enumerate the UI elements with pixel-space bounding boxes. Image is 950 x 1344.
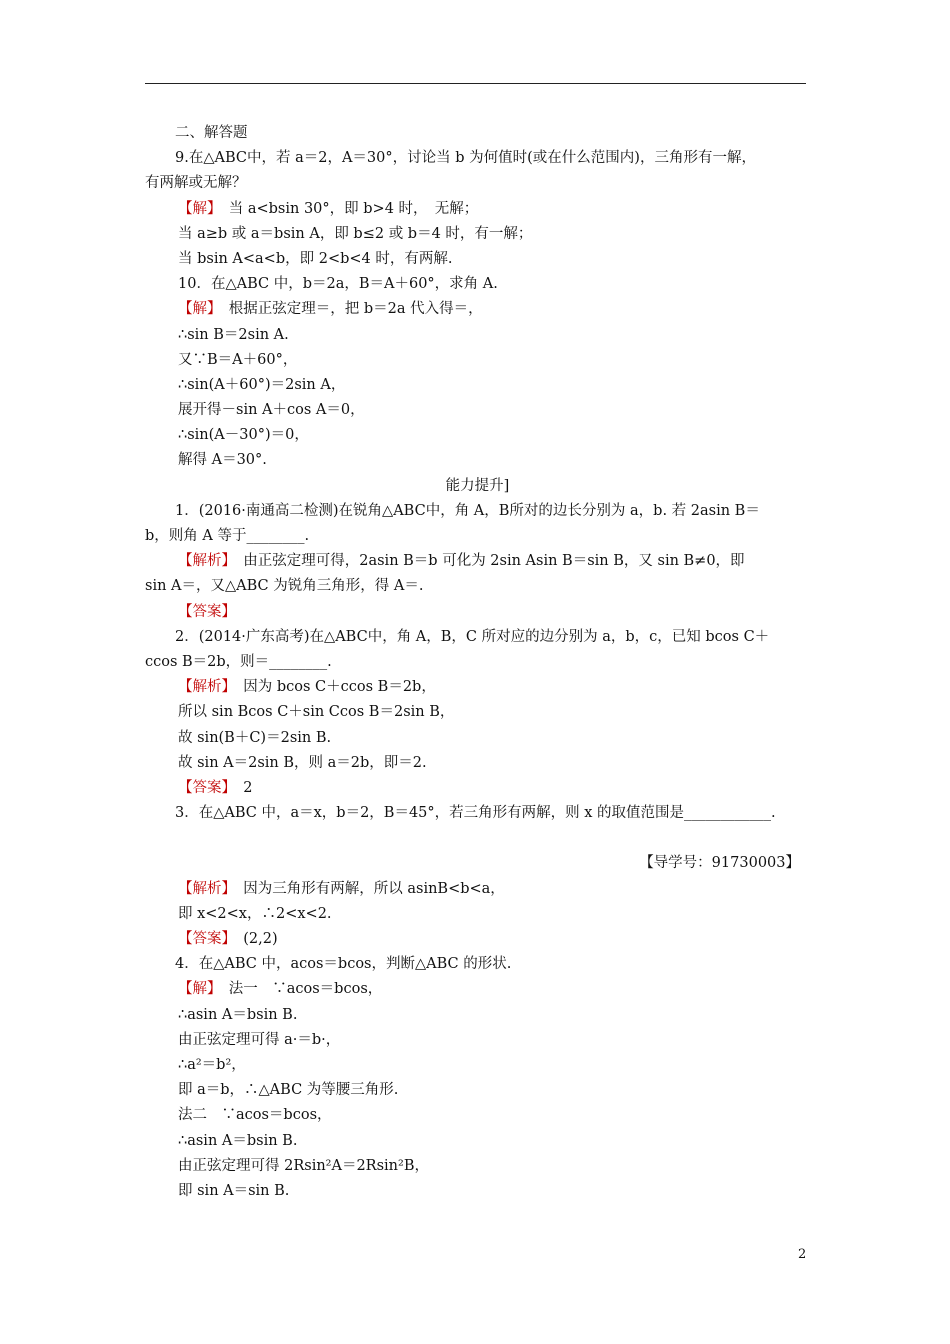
line-text: 当 a≥b 或 a＝bsin A，即 b≤2 或 b＝4 时，有一解； xyxy=(178,225,533,242)
text-line xyxy=(145,448,810,473)
text-line xyxy=(145,700,810,725)
text-line xyxy=(145,323,810,348)
line-text: ∴sin B＝2sin A. xyxy=(178,326,289,343)
text-line xyxy=(145,524,810,549)
line-text: 2 xyxy=(228,779,253,796)
line-text: ∴asin A＝bsin B. xyxy=(178,1132,298,1149)
line-text: 法二 ∵acos＝bcos， xyxy=(178,1107,332,1124)
line-text: ∴sin(A＋60°)＝2sin A， xyxy=(178,376,346,393)
line-text: 二、解答题 xyxy=(175,125,248,141)
text-line xyxy=(145,574,810,599)
line-text: 当 a<bsin 30°，即 b>4 时， 无解； xyxy=(214,200,479,217)
line-text: 有两解或无解？ xyxy=(145,175,247,192)
line-text: 所以 sin Bcos C＋sin Ccos B＝2sin B， xyxy=(178,704,455,721)
line-text: 当 bsin A<a<b，即 2<b<4 时，有两解. xyxy=(178,250,453,267)
document-body xyxy=(145,121,810,1204)
blank-line xyxy=(145,826,810,851)
answer-tag: 【解析】 xyxy=(178,880,229,897)
text-line xyxy=(145,851,810,876)
text-line xyxy=(145,776,810,801)
text-line xyxy=(145,398,810,423)
text-line xyxy=(145,348,810,373)
line-text: 即 a＝b，∴△ABC 为等腰三角形. xyxy=(178,1082,399,1099)
line-text: 【导学号：91730003】 xyxy=(639,855,800,872)
text-line xyxy=(145,877,810,902)
answer-tag: 【解】 xyxy=(178,981,215,998)
answer-tag: 【答案】 xyxy=(178,931,229,947)
text-line xyxy=(145,1103,810,1128)
text-line xyxy=(145,1154,810,1179)
line-text: 故 sin(B＋C)＝2sin B. xyxy=(178,729,332,746)
text-line xyxy=(145,197,810,222)
line-text: (2,2) xyxy=(228,931,278,947)
text-line xyxy=(145,1003,810,1028)
line-text: 由正弦定理可得 2Rsin²A＝2Rsin²B， xyxy=(178,1157,429,1174)
line-text: 即 sin A＝sin B. xyxy=(178,1182,290,1199)
answer-tag: 【解析】 xyxy=(178,553,229,570)
text-line xyxy=(145,625,810,650)
text-line xyxy=(145,121,810,146)
line-text: sin A＝，又△ABC 为锐角三角形，得 A＝. xyxy=(145,578,424,595)
line-text: 即 x<2<x，∴2<x<2. xyxy=(178,905,332,922)
line-text: 解得 A＝30°. xyxy=(178,452,267,469)
text-line xyxy=(145,373,810,398)
line-text: 因为 bcos C＋ccos B＝2b， xyxy=(228,679,436,696)
answer-tag: 【解析】 xyxy=(178,679,229,696)
line-text: ∴a²＝b²， xyxy=(178,1056,246,1073)
line-text: ∴asin A＝bsin B. xyxy=(178,1006,298,1023)
text-line xyxy=(145,549,810,574)
line-text: 因为三角形有两解，所以 asinB<b<a， xyxy=(228,880,505,897)
line-text: 故 sin A＝2sin B，则 a＝2b，即＝2. xyxy=(178,754,427,771)
text-line xyxy=(145,297,810,322)
line-text: 法一 ∵acos＝bcos， xyxy=(214,981,383,998)
text-line xyxy=(145,600,810,625)
line-text: 由正弦定理可得，2asin B＝b 可化为 2sin Asin B＝sin B，又 sin B≠0，即 xyxy=(228,553,745,570)
line-text: 9.在△ABC中，若 a＝2，A＝30°，讨论当 b 为何值时(或在什么范围内)，三角形有一解， xyxy=(175,150,756,167)
text-line xyxy=(145,977,810,1002)
line-text: 2．(2014·广东高考)在△ABC中，角 A，B，C 所对应的边分别为 a，b，c，已知 bcos C＋ xyxy=(175,628,770,645)
answer-tag: 【答案】 xyxy=(178,603,236,620)
line-text: 能力提升] xyxy=(445,477,510,494)
text-line xyxy=(145,801,810,826)
text-line xyxy=(145,902,810,927)
line-text: 1．(2016·南通高二检测)在锐角△ABC中，角 A，B所对的边长分别为 a，b. 若 2asin B＝ xyxy=(175,502,760,519)
line-text: b，则角 A 等于________. xyxy=(145,528,310,544)
line-text: 由正弦定理可得 a·＝b·， xyxy=(178,1031,341,1048)
text-line xyxy=(145,222,810,247)
text-line xyxy=(145,1028,810,1053)
text-line xyxy=(145,1179,810,1204)
text-line xyxy=(145,1078,810,1103)
text-line xyxy=(145,423,810,448)
text-line xyxy=(145,1053,810,1078)
line-text: 3．在△ABC 中，a＝x，b＝2，B＝45°，若三角形有两解，则 x 的取值范围是____________. xyxy=(175,805,776,822)
text-line xyxy=(145,146,810,171)
text-line xyxy=(145,650,810,675)
line-text: ∴sin(A－30°)＝0， xyxy=(178,427,309,444)
line-text: 4．在△ABC 中，acos＝bcos，判断△ABC 的形状. xyxy=(175,956,512,973)
page-number: 2 xyxy=(798,1247,807,1262)
line-text: 10．在△ABC 中，b＝2a，B＝A＋60°，求角 A. xyxy=(178,276,498,293)
text-line xyxy=(145,1129,810,1154)
text-line xyxy=(145,247,810,272)
text-line xyxy=(145,675,810,700)
header-rule xyxy=(145,83,806,84)
answer-tag: 【解】 xyxy=(178,200,215,217)
answer-tag: 【答案】 xyxy=(178,779,229,796)
text-line xyxy=(145,952,810,977)
text-line xyxy=(145,726,810,751)
answer-tag: 【解】 xyxy=(178,301,215,318)
text-line xyxy=(145,499,810,524)
text-line xyxy=(145,474,810,499)
text-line xyxy=(145,927,810,952)
line-text: 展开得－sin A＋cos A＝0， xyxy=(178,402,365,419)
text-line xyxy=(145,171,810,196)
line-text: ccos B＝2b，则＝________. xyxy=(145,653,332,670)
line-text: 又∵B＝A＋60°， xyxy=(178,351,298,368)
text-line xyxy=(145,751,810,776)
text-line xyxy=(145,272,810,297)
line-text: 根据正弦定理＝，把 b＝2a 代入得＝， xyxy=(214,301,483,318)
